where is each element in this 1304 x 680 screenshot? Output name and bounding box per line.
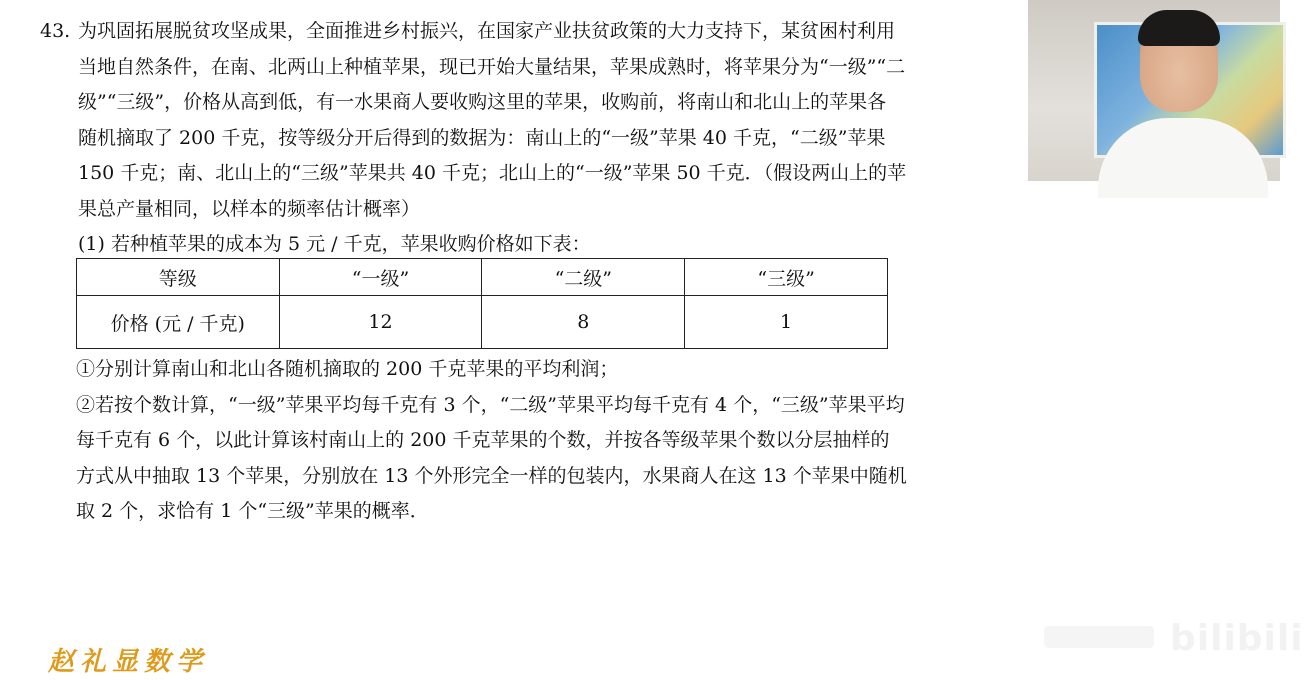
table-cell: “一级” bbox=[279, 259, 482, 296]
presenter-hair bbox=[1138, 10, 1220, 46]
sub-questions bbox=[76, 352, 1031, 530]
problem-line-3: 级”“三级”，价格从高到低，有一水果商人要收购这里的苹果，收购前，将南山和北山上的苹果各 bbox=[78, 91, 887, 113]
watermark-id-blur bbox=[1044, 626, 1154, 648]
channel-logo-text: 赵礼显数学 bbox=[48, 647, 209, 677]
problem-line-6: 果总产量相同，以样本的频率估计概率） bbox=[78, 197, 421, 220]
table-cell: 1 bbox=[685, 296, 888, 349]
question-2-line-4: 取 2 个，求恰有 1 个“三级”苹果的概率． bbox=[76, 500, 429, 522]
bilibili-watermark: bilibili bbox=[1170, 618, 1304, 659]
problem-statement bbox=[40, 14, 1030, 263]
part-1-intro: (1) 若种植苹果的成本为 5 元 / 千克，苹果收购价格如下表： bbox=[78, 233, 591, 255]
problem-line-1: 43. 为巩固拓展脱贫攻坚成果，全面推进乡村振兴，在国家产业扶贫政策的大力支持下，某贫困村利用 bbox=[40, 14, 1030, 50]
question-2-line-1: ②若按个数计算，“一级”苹果平均每千克有 3 个，“二级”苹果平均每千克有 4 个，“三级”苹果平均 bbox=[76, 393, 905, 416]
table-row bbox=[77, 296, 888, 349]
problem-line-2: 当地自然条件，在南、北两山上种植苹果，现已开始大量结果，苹果成熟时，将苹果分为“一级”“二 bbox=[78, 55, 906, 78]
table-cell: “三级” bbox=[685, 259, 888, 296]
table-cell: “二级” bbox=[482, 259, 685, 296]
webcam-presenter-video bbox=[1028, 0, 1280, 181]
question-2-line-3: 方式从中抽取 13 个苹果，分别放在 13 个外形完全一样的包装内，水果商人在这 13 个苹果中随机 bbox=[76, 464, 907, 487]
problem-line-5: 150 千克；南、北山上的“三级”苹果共 40 千克；北山上的“一级”苹果 50 千克．（假设两山上的苹 bbox=[78, 162, 907, 184]
table-header-row bbox=[77, 259, 888, 296]
table-cell: 12 bbox=[279, 296, 482, 349]
question-1: ①分别计算南山和北山各随机摘取的 200 千克苹果的平均利润； bbox=[76, 358, 619, 380]
table-cell: 8 bbox=[482, 296, 685, 349]
table-cell: 等级 bbox=[77, 259, 280, 296]
table-cell: 价格 (元 / 千克) bbox=[77, 296, 280, 349]
price-table bbox=[76, 258, 888, 349]
problem-number: 43. bbox=[40, 20, 71, 42]
problem-line-4: 随机摘取了 200 千克，按等级分开后得到的数据为：南山上的“一级”苹果 40 千克，“二级”苹果 bbox=[78, 126, 886, 149]
question-2-line-2: 每千克有 6 个，以此计算该村南山上的 200 千克苹果的个数，并按各等级苹果个数以分层抽样的 bbox=[76, 429, 890, 451]
